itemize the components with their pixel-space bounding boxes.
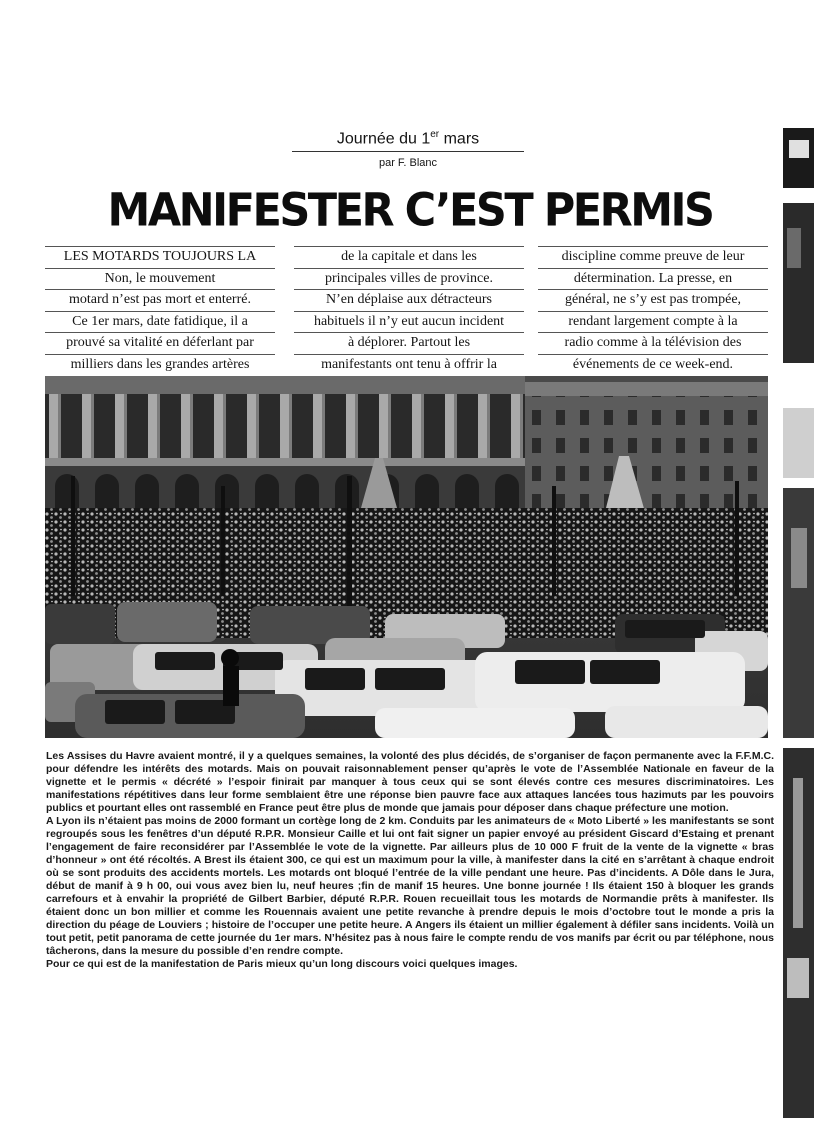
intro-line: rendant largement compte à la [538,312,768,334]
intro-line: LES MOTARDS TOUJOURS LA [45,246,275,269]
intro-column-3 [538,246,768,377]
photo-illustration [45,376,768,738]
article-body [46,750,774,971]
intro-line: prouvé sa vitalité en déferlant par [45,333,275,355]
intro-line: Non, le mouvement [45,269,275,291]
right-building [525,382,768,516]
intro-line: Ce 1er mars, date fatidique, il a [45,312,275,334]
photo-place-de-la-concorde [45,376,768,738]
intro-column-2 [294,246,524,377]
facing-page-edge [783,128,814,1120]
intro-line: général, ne s’y est pas trompée, [538,290,768,312]
intro-line: radio comme à la télévision des [538,333,768,355]
intro-line: principales villes de province. [294,269,524,291]
body-paragraph: Pour ce qui est de la manifestation de Paris mieux qu’un long discours voici quelques images. [46,958,518,970]
intro-line: discipline comme preuve de leur [538,246,768,269]
intro-line: à déplorer. Partout les [294,333,524,355]
intro-column-1 [45,246,275,377]
colonnade-building [45,376,525,516]
headline: MANIFESTER C’EST PERMIS [107,184,713,238]
kicker-suffix: mars [439,130,480,148]
intro-line: détermination. La presse, en [538,269,768,291]
intro-line: événements de ce week-end. [538,355,768,377]
intro-line: habituels il n’y eut aucun incident [294,312,524,334]
intro-line: de la capitale et dans les [294,246,524,269]
section-kicker [292,129,524,152]
intro-line: milliers dans les grandes artères [45,355,275,377]
intro-line: N’en déplaise aux détracteurs [294,290,524,312]
parked-cars [45,602,768,738]
kicker-sup: er [430,129,440,140]
body-paragraph: A Lyon ils n’étaient pas moins de 2000 formant un cortège long de 2 km. Conduits par les animateurs de « Moto Liberté » les manifestants se sont regroupés sous les fenêtres d’un député R.P.R. Monsieur Caille et lui ont fait signer un papier envoyé au président Giscard d’Estaing et prenant l’engagement de faire reconsidérer par l’Assemblée le vote de la vignette. Par ailleurs plus de 10 000 F fruit de la vente de la vignette « bras d’honneur » ont été récoltés. A Brest ils étaient 300, ce qui est un maximum pour la ville, à manifester dans la cité en s’arrêtant à chaque endroit où se sont produits des accidents mortels. Les motards ont bloqué l’entrée de la ville pendant une heure. Pas d’incidents. A Dôle dans le Jura, début de manif à 9 h 00, oui vous avez bien lu, neuf heures ;fin de manif 15 heures. Une bonne journée ! Ils étaient 150 à bloquer les grands carrefours et à envahir la propriété de Gilbert Barbier, député R.P.R. Rouen recueillait tous les motards de Normandie prêts à manifester. Ils étaient donc un bon millier et comme les Rouennais avaient une petite revanche à prendre depuis le mois d’octobre tout le monde a pris la direction du péage de Louviers ; histoire de l’occuper une petite heure. A Angers ils étaient un millier également à défiler sans incidents. Voilà un tout petit, petit panorama de cette journée du 1er mars. N’hésitez pas à nous faire le compte rendu de vos manifs par écrit ou par téléphone, nous tâcherons, dans la mesure du possible d’en rendre compte. [46,815,774,957]
intro-line: motard n’est pas mort et enterré. [45,290,275,312]
byline: par F. Blanc [378,157,438,169]
body-paragraph: Les Assises du Havre avaient montré, il y a quelques semaines, la volonté des plus décidés, de s’organiser de façon permanente avec la F.F.M.C. pour défendre les intérêts des motards. Mais on pouvait raisonnablement penser qu’après le vote de l’Assemblée Nationale en faveur de la vignette et le permis « décrété » l’espoir finirait par manquer à tous ceux qui se sont élevés contre ces mesures discriminatoires. Les manifestations répétitives dans leur forme semblaient être une réponse bien pauvre face aux attaques lancées tous hazimuts par les pouvoirs publics et pourtant elles ont rassemblé en France peut être plus de monde que jamais pour déposer dans chaque préfecture une motion. [46,750,774,814]
kicker-prefix: Journée du 1 [336,130,431,148]
intro-line: manifestants ont tenu à offrir la [294,355,524,377]
